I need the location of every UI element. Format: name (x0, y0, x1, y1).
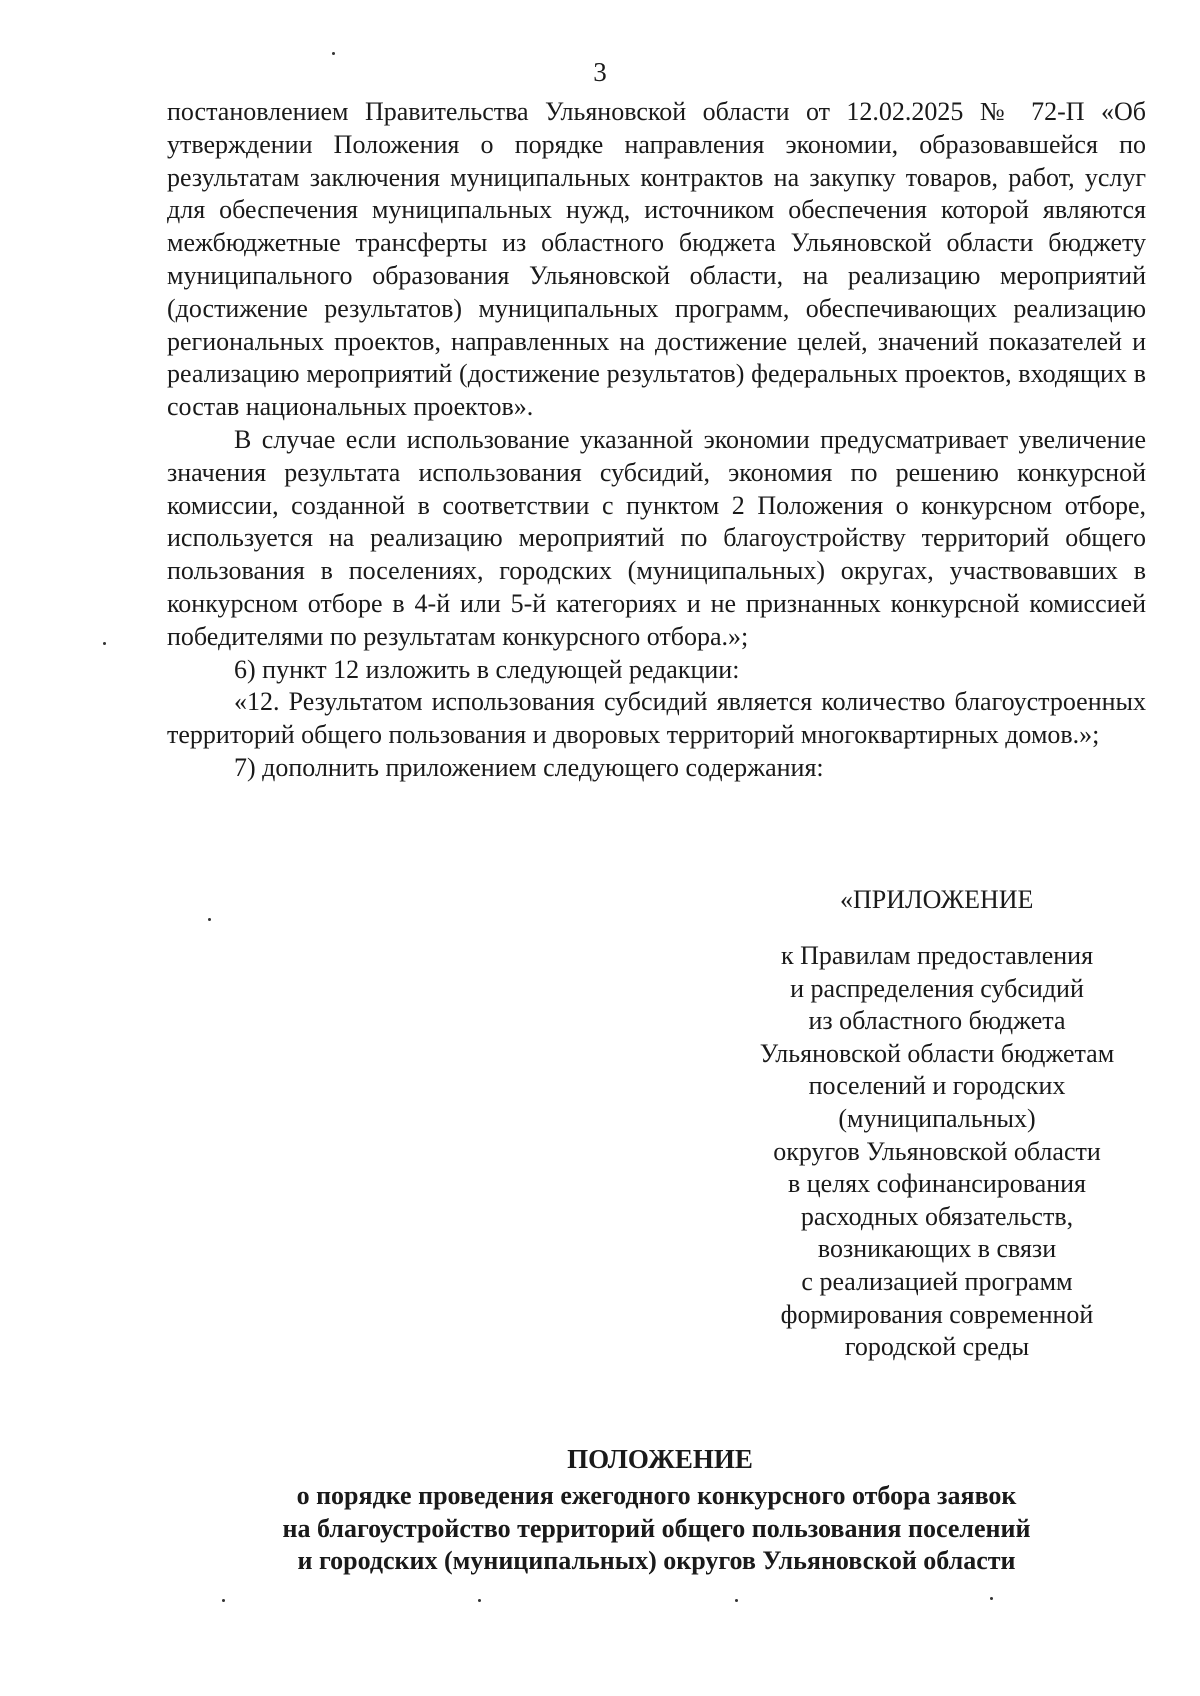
scan-speck (222, 1599, 225, 1602)
page-number: 3 (593, 57, 607, 87)
paragraph: «12. Результатом использования субсидий является количество благоустроенных территорий общего пользования и дворовых территорий многоквартирных домов.»; (167, 687, 1146, 750)
appendix-line: и распределения субсидий (790, 973, 1084, 1003)
appendix-title: «ПРИЛОЖЕНИЕ (840, 885, 1034, 914)
scan-speck (478, 1599, 481, 1602)
body-text (167, 96, 1146, 785)
appendix-line: к Правилам предоставления (780, 941, 1094, 970)
appendix-line: в целях софинансирования (787, 1169, 1087, 1199)
regulation-subtitle-line: на благоустройство территорий общего пользования поселений (282, 1513, 1031, 1543)
paragraph: постановлением Правительства Ульяновской области от 12.02.2025 № 72-П «Об утверждении Положения о порядке направления экономии, образовавшейся по результатам заключения муниципальных контрактов на закупку товаров, работ, услуг для обеспечения муниципальных нужд, источником обеспечения которой являются межбюджетные трансферты из областного бюджета Ульяновской области бюджету муниципального образования Ульяновской области, на реализацию мероприятий (достижение результатов) муниципальных программ, обеспечивающих реализацию региональных проектов, направленных на достижение целей, значений показателей и реализацию мероприятий (достижение результатов) федеральных проектов, входящих в состав национальных проектов». (167, 97, 1146, 422)
scan-speck (208, 918, 211, 921)
scan-speck (332, 52, 335, 55)
appendix-line: с реализацией программ (801, 1266, 1073, 1296)
paragraph: В случае если использование указанной экономии предусматривает увеличение значения результата использования субсидий, экономия по решению конкурсной комиссии, созданной в соответствии с пунктом 2 Положения о конкурсном отборе, используется на реализацию мероприятий по благоустройству территорий общего пользования в поселениях, городских (муниципальных) округах, участвовавших в конкурсном отборе в 4-й или 5-й категориях и не признанных конкурсной комиссией победителями по результатам конкурсного отбора.»; (167, 424, 1146, 651)
regulation-subtitle (167, 1480, 1146, 1578)
paragraph: 6) пункт 12 изложить в следующей редакции: (234, 654, 740, 684)
appendix-line: Ульяновской области бюджетам (759, 1038, 1115, 1068)
appendix-caption (728, 940, 1146, 1364)
appendix-line: городской среды (844, 1332, 1030, 1362)
appendix-line: поселений и городских (808, 1071, 1066, 1101)
scan-speck (735, 1599, 738, 1602)
scan-speck (990, 1597, 993, 1600)
appendix-line: (муниципальных) (838, 1103, 1036, 1133)
paragraph: 7) дополнить приложением следующего содержания: (234, 752, 824, 782)
regulation-subtitle-line: и городских (муниципальных) округов Ульяновской области (297, 1546, 1016, 1576)
appendix-line: расходных обязательств, (800, 1201, 1074, 1231)
scan-speck (103, 642, 106, 645)
regulation-title: ПОЛОЖЕНИЕ (567, 1444, 753, 1474)
appendix-line: округов Ульяновской области (773, 1136, 1101, 1166)
appendix-line: возникающих в связи (817, 1234, 1057, 1264)
regulation-subtitle-line: о порядке проведения ежегодного конкурсного отбора заявок (296, 1481, 1017, 1510)
appendix-line: формирования современной (780, 1299, 1094, 1329)
appendix-line: из областного бюджета (808, 1006, 1066, 1036)
